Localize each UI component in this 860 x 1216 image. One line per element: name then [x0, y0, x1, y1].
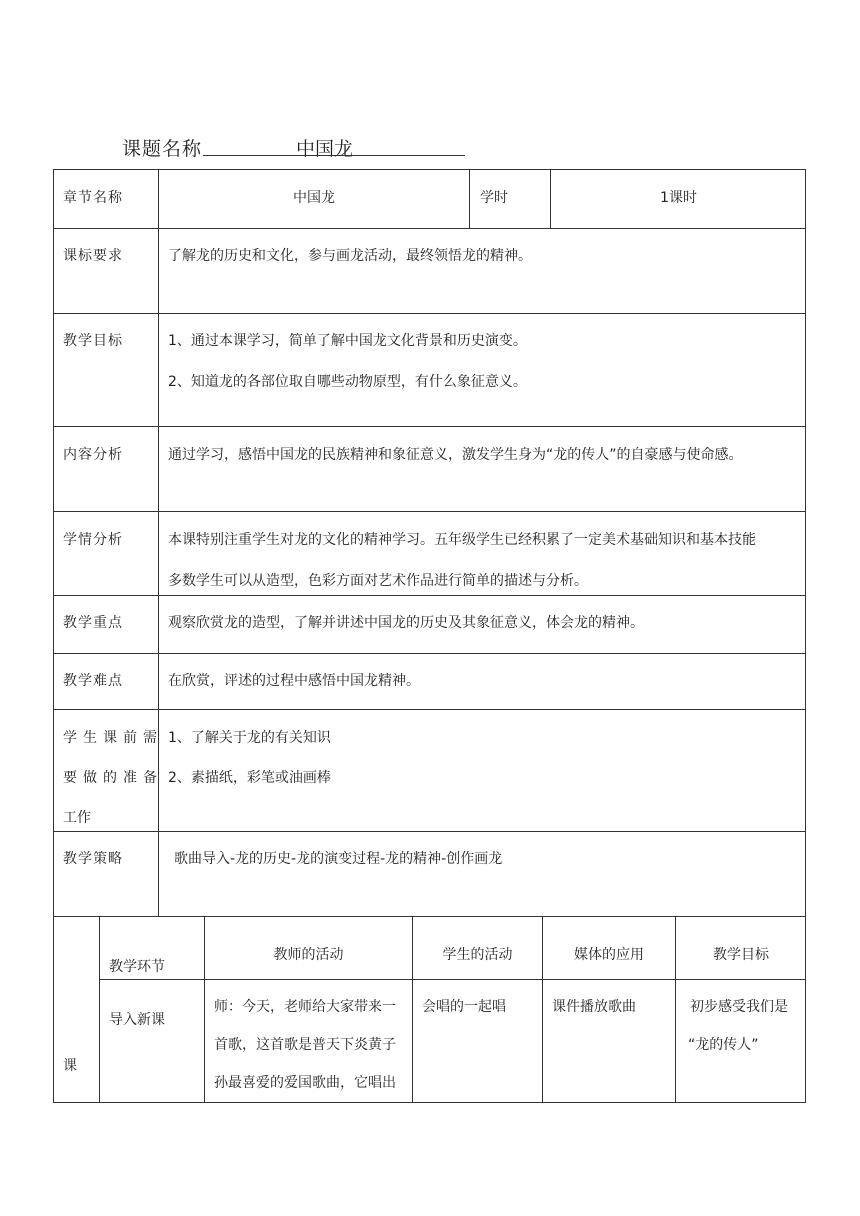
- row-divider: [53, 426, 806, 427]
- header-media: 媒体的应用: [574, 947, 644, 963]
- header-teacher: 教师的活动: [273, 947, 344, 963]
- teacher-line-1: 师：今天，老师给大家带来一: [214, 999, 396, 1015]
- standard-label: 课标要求: [63, 248, 123, 264]
- prep-label-line-3: 工作: [63, 810, 91, 826]
- key-text: 观察欣赏龙的造型，了解并讲述中国龙的历史及其象征意义，体会龙的精神。: [168, 615, 644, 631]
- column-divider: [158, 169, 159, 916]
- header-goal: 教学目标: [713, 947, 769, 963]
- row-divider: [53, 313, 806, 314]
- chapter-label: 章节名称: [63, 190, 123, 206]
- goals-line-1: 1、通过本课学习，简单了解中国龙文化背景和历史演变。: [168, 333, 527, 349]
- column-divider: [469, 169, 470, 228]
- header-student: 学生的活动: [442, 947, 513, 963]
- content-text: 通过学习，感悟中国龙的民族精神和象征意义，激发学生身为“龙的传人”的自豪感与使命感。: [168, 447, 743, 463]
- hours-value: 1课时: [660, 190, 697, 206]
- row-divider: [53, 831, 806, 832]
- topic-label: 课题名称: [122, 138, 203, 160]
- goals-line-2: 2、知道龙的各部位取自哪些动物原型，有什么象征意义。: [168, 374, 527, 390]
- students-line-2: 多数学生可以从造型，色彩方面对艺术作品进行简单的描述与分析。: [168, 573, 588, 589]
- row-divider: [53, 916, 806, 917]
- difficulty-text: 在欣赏，评述的过程中感悟中国龙精神。: [168, 673, 420, 689]
- content-label: 内容分析: [63, 447, 123, 463]
- teacher-line-2: 首歌，这首歌是普天下炎黄子: [214, 1037, 396, 1053]
- key-label: 教学重点: [63, 615, 123, 631]
- stage-intro: 导入新课: [109, 1012, 165, 1028]
- goal-line-1: 初步感受我们是: [690, 999, 788, 1015]
- standard-text: 了解龙的历史和文化，参与画龙活动，最终领悟龙的精神。: [168, 248, 532, 264]
- students-label: 学情分析: [63, 532, 123, 548]
- students-line-1: 本课特别注重学生对龙的文化的精神学习。五年级学生已经积累了一定美术基础知识和基本技能: [168, 532, 756, 548]
- goal-line-2: “龙的传人”: [688, 1037, 759, 1053]
- column-divider: [99, 916, 100, 1103]
- prep-label-line-1: 学生课前需: [63, 730, 163, 746]
- row-divider: [53, 228, 806, 229]
- prep-line-2: 2、素描纸，彩笔或油画棒: [168, 770, 331, 786]
- hours-label: 学时: [480, 190, 508, 206]
- row-divider: [99, 979, 806, 980]
- chapter-value: 中国龙: [293, 190, 335, 206]
- row-divider: [53, 511, 806, 512]
- strategy-label: 教学策略: [63, 851, 123, 867]
- teacher-line-3: 孙最喜爱的爱国歌曲，它唱出: [214, 1075, 396, 1091]
- difficulty-label: 教学难点: [63, 673, 123, 689]
- prep-label-line-2: 要做的准备: [63, 770, 163, 786]
- row-divider: [53, 595, 806, 596]
- topic-underline: [203, 155, 465, 156]
- student-activity: 会唱的一起唱: [422, 999, 506, 1015]
- header-stage: 教学环节: [109, 959, 165, 975]
- row-divider: [53, 709, 806, 710]
- media-use: 课件播放歌曲: [552, 999, 636, 1015]
- row-divider: [53, 653, 806, 654]
- strategy-text: 歌曲导入-龙的历史-龙的演变过程-龙的精神-创作画龙: [174, 851, 503, 867]
- prep-line-1: 1、了解关于龙的有关知识: [168, 730, 331, 746]
- topic-value: 中国龙: [296, 138, 354, 160]
- goals-label: 教学目标: [63, 333, 123, 349]
- process-side-label: 课: [63, 1058, 77, 1074]
